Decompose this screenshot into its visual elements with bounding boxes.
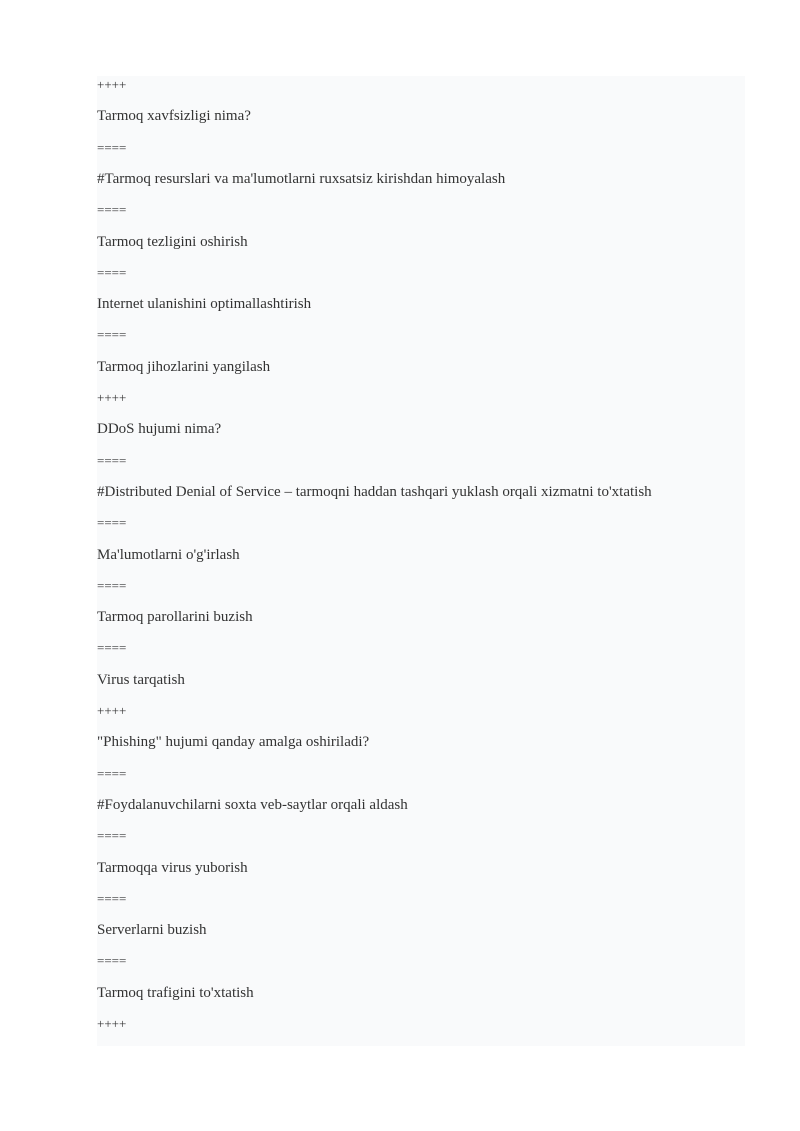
separator-line: ==== (97, 327, 127, 343)
question-text-line: Tarmoq jihozlarini yangilash (97, 358, 271, 375)
separator-line: ==== (97, 640, 127, 656)
question-text-line: DDoS hujumi nima? (97, 421, 222, 438)
separator-line: ==== (97, 515, 127, 531)
question-text-line: Tarmoq xavfsizligi nima? (97, 108, 251, 125)
separator-line: ==== (97, 452, 127, 468)
question-text-line: Virus tarqatish (97, 671, 185, 688)
separator-line: ++++ (97, 77, 127, 92)
separator-line: ==== (97, 953, 127, 969)
separator-line: ==== (97, 577, 127, 593)
separator-line: ++++ (97, 703, 127, 718)
question-text-line: #Foydalanuvchilarni soxta veb-saytlar orqali aldash (97, 796, 408, 813)
separator-line: ==== (97, 890, 127, 906)
question-text-line: Tarmoq tezligini oshirish (97, 233, 248, 250)
question-text-line: Internet ulanishini optimallashtirish (97, 296, 312, 313)
question-text-line: Tarmoq parollarini buzish (97, 609, 253, 626)
separator-line: ==== (97, 264, 127, 280)
question-text-line: #Tarmoq resurslari va ma'lumotlarni ruxsatsiz kirishdan himoyalash (97, 170, 506, 187)
separator-line: ++++ (97, 1016, 127, 1031)
question-text-line: Ma'lumotlarni o'g'irlash (97, 546, 240, 563)
separator-line: ==== (97, 765, 127, 781)
separator-line: ==== (97, 828, 127, 844)
question-text-line: Serverlarni buzish (97, 922, 207, 939)
separator-line: ==== (97, 139, 127, 155)
question-text-line: #Distributed Denial of Service – tarmoqni haddan tashqari yuklash orqali xizmatni to'xtatish (97, 483, 652, 500)
question-text-line: "Phishing" hujumi qanday amalga oshiriladi? (97, 734, 370, 751)
separator-line: ==== (97, 202, 127, 218)
separator-line: ++++ (97, 390, 127, 405)
question-text-line: Tarmoqqa virus yuborish (97, 859, 248, 876)
question-text-line: Tarmoq trafigini to'xtatish (97, 984, 254, 1001)
